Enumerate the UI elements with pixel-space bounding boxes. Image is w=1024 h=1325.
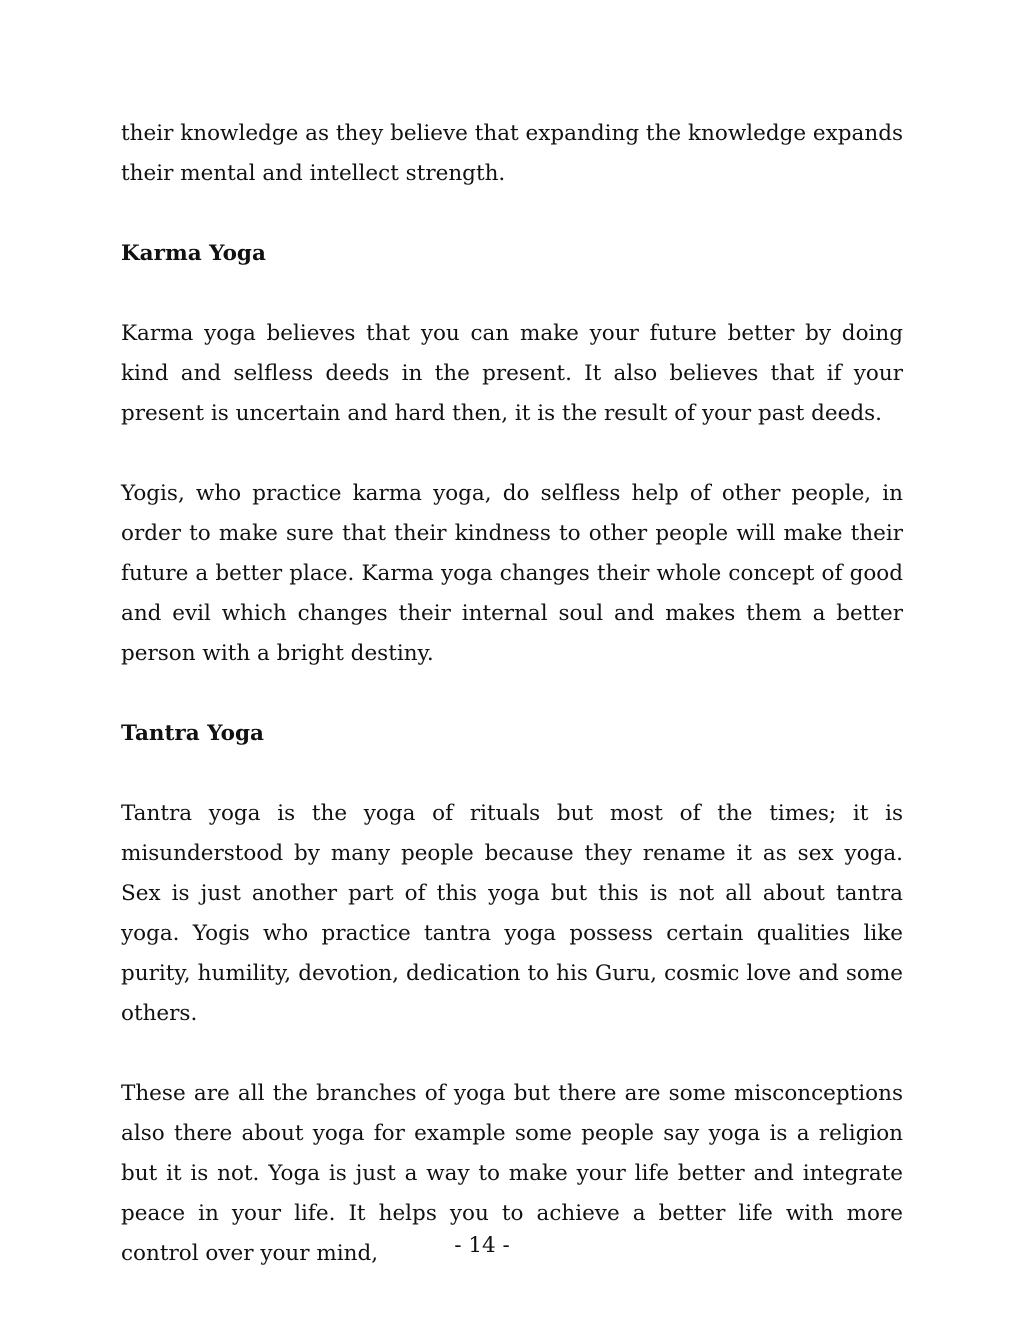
paragraph-yoga-misconceptions: These are all the branches of yoga but there are some misconceptions also there about yoga for example some people say yoga is a religion but it is not. Yoga is just a way to make your life better and integrate peace in your life. It helps you to achieve a better life with more control over your mind, (121, 1081, 903, 1266)
paragraph-tantra-yoga: Tantra yoga is the yoga of rituals but most of the times; it is misunderstood by many people because they rename it as sex yoga. Sex is just another part of this yoga but this is not all about tantra yoga. Yogis who practice tantra yoga possess certain qualities like purity, humility, devotion, dedication to his Guru, cosmic love and some others. (121, 801, 903, 1026)
heading-tantra-yoga: Tantra Yoga (121, 721, 264, 746)
heading-karma-yoga: Karma Yoga (121, 241, 266, 266)
page-body (121, 114, 903, 1314)
paragraph-karma-yoga-intro: Karma yoga believes that you can make your future better by doing kind and selfless deeds in the present. It also believes that if your present is uncertain and hard then, it is the result of your past deeds. (121, 321, 903, 426)
paragraph-knowledge-continuation: their knowledge as they believe that expanding the knowledge expands their mental and intellect strength. (121, 121, 903, 186)
page-number: - 14 - (454, 1233, 510, 1258)
paragraph-karma-yoga-practice: Yogis, who practice karma yoga, do selfless help of other people, in order to make sure that their kindness to other people will make their future a better place. Karma yoga changes their whole concept of good and evil which changes their internal soul and makes them a better person with a bright destiny. (121, 481, 903, 666)
